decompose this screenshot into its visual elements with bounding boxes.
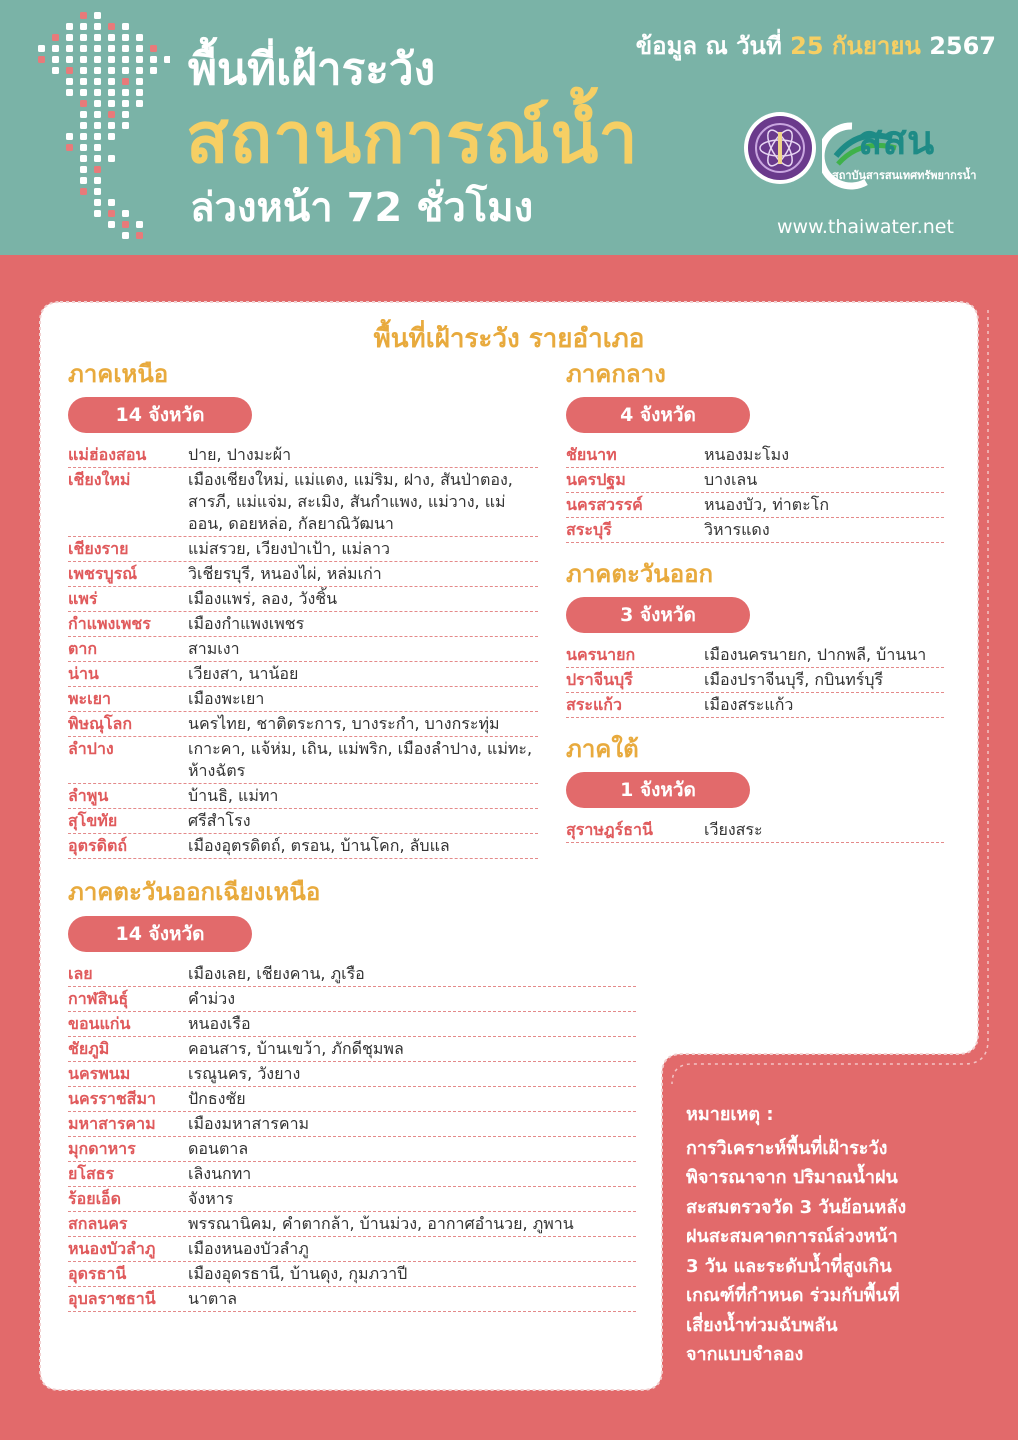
south-table bbox=[566, 818, 944, 843]
region-north-count: 14 จังหวัด bbox=[68, 397, 252, 433]
table-row bbox=[68, 834, 538, 859]
district-list: เวียงสระ bbox=[704, 820, 763, 839]
district-list: หนองมะโมง bbox=[704, 445, 789, 464]
table-row bbox=[68, 809, 538, 834]
table-row bbox=[68, 1087, 636, 1112]
district-list: เมืองอุตรดิตถ์, ตรอน, บ้านโคก, ลับแล bbox=[188, 836, 450, 855]
province-name: หนองบัวลำภู bbox=[68, 1239, 156, 1258]
province-name: ร้อยเอ็ด bbox=[68, 1189, 122, 1208]
central-table bbox=[566, 443, 944, 543]
province-name: ลำปาง bbox=[68, 739, 114, 758]
province-name: ลำพูน bbox=[68, 786, 109, 805]
table-row bbox=[68, 1012, 636, 1037]
northeast-table bbox=[68, 962, 636, 1312]
date-year: 2567 bbox=[929, 32, 996, 60]
district-list: เวียงสา, นาน้อย bbox=[188, 664, 299, 683]
district-list: เลิงนกทา bbox=[188, 1164, 252, 1183]
district-list: เมืองพะเยา bbox=[188, 689, 265, 708]
province-name: นครสวรรค์ bbox=[566, 495, 643, 514]
region-north-heading: ภาคเหนือ bbox=[68, 360, 169, 388]
remark-line: 3 วัน และระดับน้ำที่สูงเกิน bbox=[686, 1255, 892, 1277]
district-list: วิหารแดง bbox=[704, 520, 770, 539]
district-list: หนองบัว, ท่าตะโก bbox=[704, 495, 830, 514]
table-row bbox=[566, 493, 944, 518]
remark-line: จากแบบจำลอง bbox=[686, 1344, 804, 1365]
province-name: แม่ฮ่องสอน bbox=[68, 445, 147, 464]
province-name: เลย bbox=[68, 964, 93, 983]
region-central-count: 4 จังหวัด bbox=[566, 397, 750, 433]
province-name: เชียงใหม่ bbox=[68, 470, 131, 489]
province-name: สุโขทัย bbox=[68, 811, 118, 830]
table-row bbox=[566, 443, 944, 468]
table-row bbox=[68, 687, 538, 712]
table-row bbox=[68, 662, 538, 687]
title-line-3: ล่วงหน้า 72 ชั่วโมง bbox=[190, 185, 534, 231]
table-row bbox=[68, 1137, 636, 1162]
table-row bbox=[566, 468, 944, 493]
region-central-heading: ภาคกลาง bbox=[566, 360, 666, 388]
province-name: นครพนม bbox=[68, 1064, 131, 1083]
region-northeast-heading: ภาคตะวันออกเฉียงเหนือ bbox=[68, 878, 321, 906]
hii-logo-name: สสน bbox=[858, 118, 935, 164]
hii-logo-subtitle: สถาบันสารสนเทศทรัพยากรน้ำ bbox=[832, 169, 977, 182]
table-row bbox=[68, 443, 538, 468]
province-name: พะเยา bbox=[68, 689, 111, 708]
district-list: ดอนตาล bbox=[188, 1139, 249, 1158]
table-row bbox=[68, 1287, 636, 1312]
district-list: เรณูนคร, วังยาง bbox=[188, 1064, 301, 1083]
district-list: เมืองหนองบัวลำภู bbox=[188, 1239, 309, 1258]
province-name: สระบุรี bbox=[566, 520, 612, 539]
table-row bbox=[566, 668, 944, 693]
district-list: เมืองแพร่, ลอง, วังชิ้น bbox=[188, 589, 338, 608]
district-list: บ้านธิ, แม่ทา bbox=[188, 786, 279, 805]
table-row bbox=[68, 1212, 636, 1237]
table-row bbox=[68, 962, 636, 987]
district-list: นครไทย, ชาติตระการ, บางระกำ, บางกระทุ่ม bbox=[188, 714, 500, 733]
district-list: นาตาล bbox=[188, 1289, 238, 1308]
region-east-heading: ภาคตะวันออก bbox=[566, 560, 714, 588]
remark-title: หมายเหตุ : bbox=[686, 1104, 774, 1125]
district-list: ปักธงชัย bbox=[188, 1089, 246, 1108]
region-south-count: 1 จังหวัด bbox=[566, 772, 750, 808]
remark-line: การวิเคราะห์พื้นที่เฝ้าระวัง bbox=[686, 1137, 888, 1159]
province-name: อุบลราชธานี bbox=[68, 1289, 156, 1308]
province-name: นครราชสีมา bbox=[68, 1089, 156, 1108]
district-list: ศรีสำโรง bbox=[188, 811, 251, 830]
district-list: ปาย, ปางมะผ้า bbox=[188, 445, 292, 464]
province-name: ยโสธร bbox=[68, 1164, 115, 1183]
province-name: นครปฐม bbox=[566, 470, 626, 489]
province-name: แพร่ bbox=[68, 589, 98, 608]
district-list: เมืองเลย, เชียงคาน, ภูเรือ bbox=[188, 964, 365, 983]
province-name: อุตรดิตถ์ bbox=[68, 836, 128, 855]
east-table bbox=[566, 643, 944, 718]
district-list: วิเชียรบุรี, หนองไผ่, หล่มเก่า bbox=[188, 564, 382, 583]
table-row bbox=[68, 612, 538, 637]
table-row bbox=[68, 1037, 636, 1062]
district-list: เมืองนครนายก, ปากพลี, บ้านนา bbox=[704, 645, 927, 664]
table-row bbox=[68, 987, 636, 1012]
table-row bbox=[566, 693, 944, 718]
region-northeast-count: 14 จังหวัด bbox=[68, 916, 252, 952]
table-row bbox=[68, 712, 538, 737]
table-row bbox=[68, 468, 538, 537]
province-name: น่าน bbox=[68, 664, 99, 683]
remark-text bbox=[686, 1134, 986, 1370]
district-list: สามเงา bbox=[188, 639, 240, 658]
province-name: เพชรบูรณ์ bbox=[68, 564, 138, 583]
table-row bbox=[566, 818, 944, 843]
section-title: พื้นที่เฝ้าระวัง รายอำเภอ bbox=[373, 324, 645, 354]
north-table bbox=[68, 443, 538, 859]
district-list: เกาะคา, แจ้ห่ม, เถิน, แม่พริก, เมืองลำปาง, แม่ทะ, ห้างฉัตร bbox=[188, 739, 533, 780]
title-line-2: สถานการณ์น้ำ bbox=[186, 97, 639, 179]
title-line-1: พื้นที่เฝ้าระวัง bbox=[188, 44, 436, 95]
remark-line: สะสมตรวจวัด 3 วันย้อนหลัง bbox=[686, 1196, 907, 1218]
province-name: สระแก้ว bbox=[566, 695, 622, 714]
table-row bbox=[68, 1112, 636, 1137]
table-row bbox=[68, 562, 538, 587]
table-row bbox=[68, 1162, 636, 1187]
district-list: เมืองเชียงใหม่, แม่แตง, แม่ริม, ฝาง, สันป่าตอง, สารภี, แม่แจ่ม, สะเมิง, สันกำแพง, แม่วาง, แม่ออน, ดอยหล่อ, กัลยาณิวัฒนา bbox=[188, 470, 513, 533]
district-list: หนองเรือ bbox=[188, 1014, 251, 1033]
table-row bbox=[68, 537, 538, 562]
province-name: เชียงราย bbox=[68, 539, 129, 558]
district-list: เมืองกำแพงเพชร bbox=[188, 614, 305, 633]
table-row bbox=[68, 1062, 636, 1087]
province-name: มุกดาหาร bbox=[68, 1139, 136, 1158]
district-list: เมืองอุดรธานี, บ้านดุง, กุมภวาปี bbox=[188, 1264, 408, 1283]
table-row bbox=[68, 737, 538, 784]
table-row bbox=[566, 518, 944, 543]
province-name: ตาก bbox=[68, 639, 98, 658]
remark-line: เสี่ยงน้ำท่วมฉับพลัน bbox=[686, 1314, 838, 1336]
district-list: เมืองสระแก้ว bbox=[704, 695, 794, 714]
province-name: มหาสารคาม bbox=[68, 1114, 156, 1133]
date-prefix: ข้อมูล ณ วันที่ bbox=[635, 32, 782, 60]
remark-box bbox=[686, 1100, 986, 1370]
province-name: สุราษฎร์ธานี bbox=[566, 820, 653, 839]
district-list: แม่สรวย, เวียงป่าเป้า, แม่ลาว bbox=[188, 539, 390, 558]
remark-line: พิจารณาจาก ปริมาณน้ำฝน bbox=[686, 1167, 898, 1188]
region-south-heading: ภาคใต้ bbox=[566, 735, 639, 763]
remark-line: ฝนสะสมคาดการณ์ล่วงหน้า bbox=[686, 1226, 898, 1247]
region-east-count: 3 จังหวัด bbox=[566, 597, 750, 633]
table-row bbox=[68, 784, 538, 809]
table-row bbox=[68, 1262, 636, 1287]
province-name: ขอนแก่น bbox=[68, 1014, 131, 1033]
province-name: สกลนคร bbox=[68, 1214, 128, 1233]
table-row bbox=[68, 1187, 636, 1212]
province-name: กาฬสินธุ์ bbox=[68, 989, 129, 1008]
remark-line: เกณฑ์ที่กำหนด ร่วมกับพื้นที่ bbox=[686, 1285, 900, 1306]
district-list: คอนสาร, บ้านเขว้า, ภักดีชุมพล bbox=[188, 1039, 404, 1058]
table-row bbox=[68, 637, 538, 662]
district-list: คำม่วง bbox=[188, 989, 236, 1008]
district-list: พรรณานิคม, คำตากล้า, บ้านม่วง, อากาศอำนวย, ภูพาน bbox=[188, 1214, 574, 1233]
province-name: กำแพงเพชร bbox=[68, 614, 151, 633]
province-name: นครนายก bbox=[566, 645, 636, 664]
district-list: เมืองมหาสารคาม bbox=[188, 1114, 310, 1133]
website-url: www.thaiwater.net bbox=[777, 216, 954, 238]
province-name: ปราจีนบุรี bbox=[566, 670, 633, 689]
district-list: บางเลน bbox=[704, 470, 758, 489]
table-row bbox=[566, 643, 944, 668]
province-name: ชัยภูมิ bbox=[68, 1039, 110, 1058]
district-list: จังหาร bbox=[188, 1189, 234, 1208]
date-value: 25 กันยายน bbox=[790, 32, 921, 60]
province-name: พิษณุโลก bbox=[68, 714, 133, 733]
province-name: ชัยนาท bbox=[566, 445, 617, 464]
table-row bbox=[68, 587, 538, 612]
table-row bbox=[68, 1237, 636, 1262]
province-name: อุดรธานี bbox=[68, 1264, 127, 1283]
district-list: เมืองปราจีนบุรี, กบินทร์บุรี bbox=[704, 670, 884, 689]
